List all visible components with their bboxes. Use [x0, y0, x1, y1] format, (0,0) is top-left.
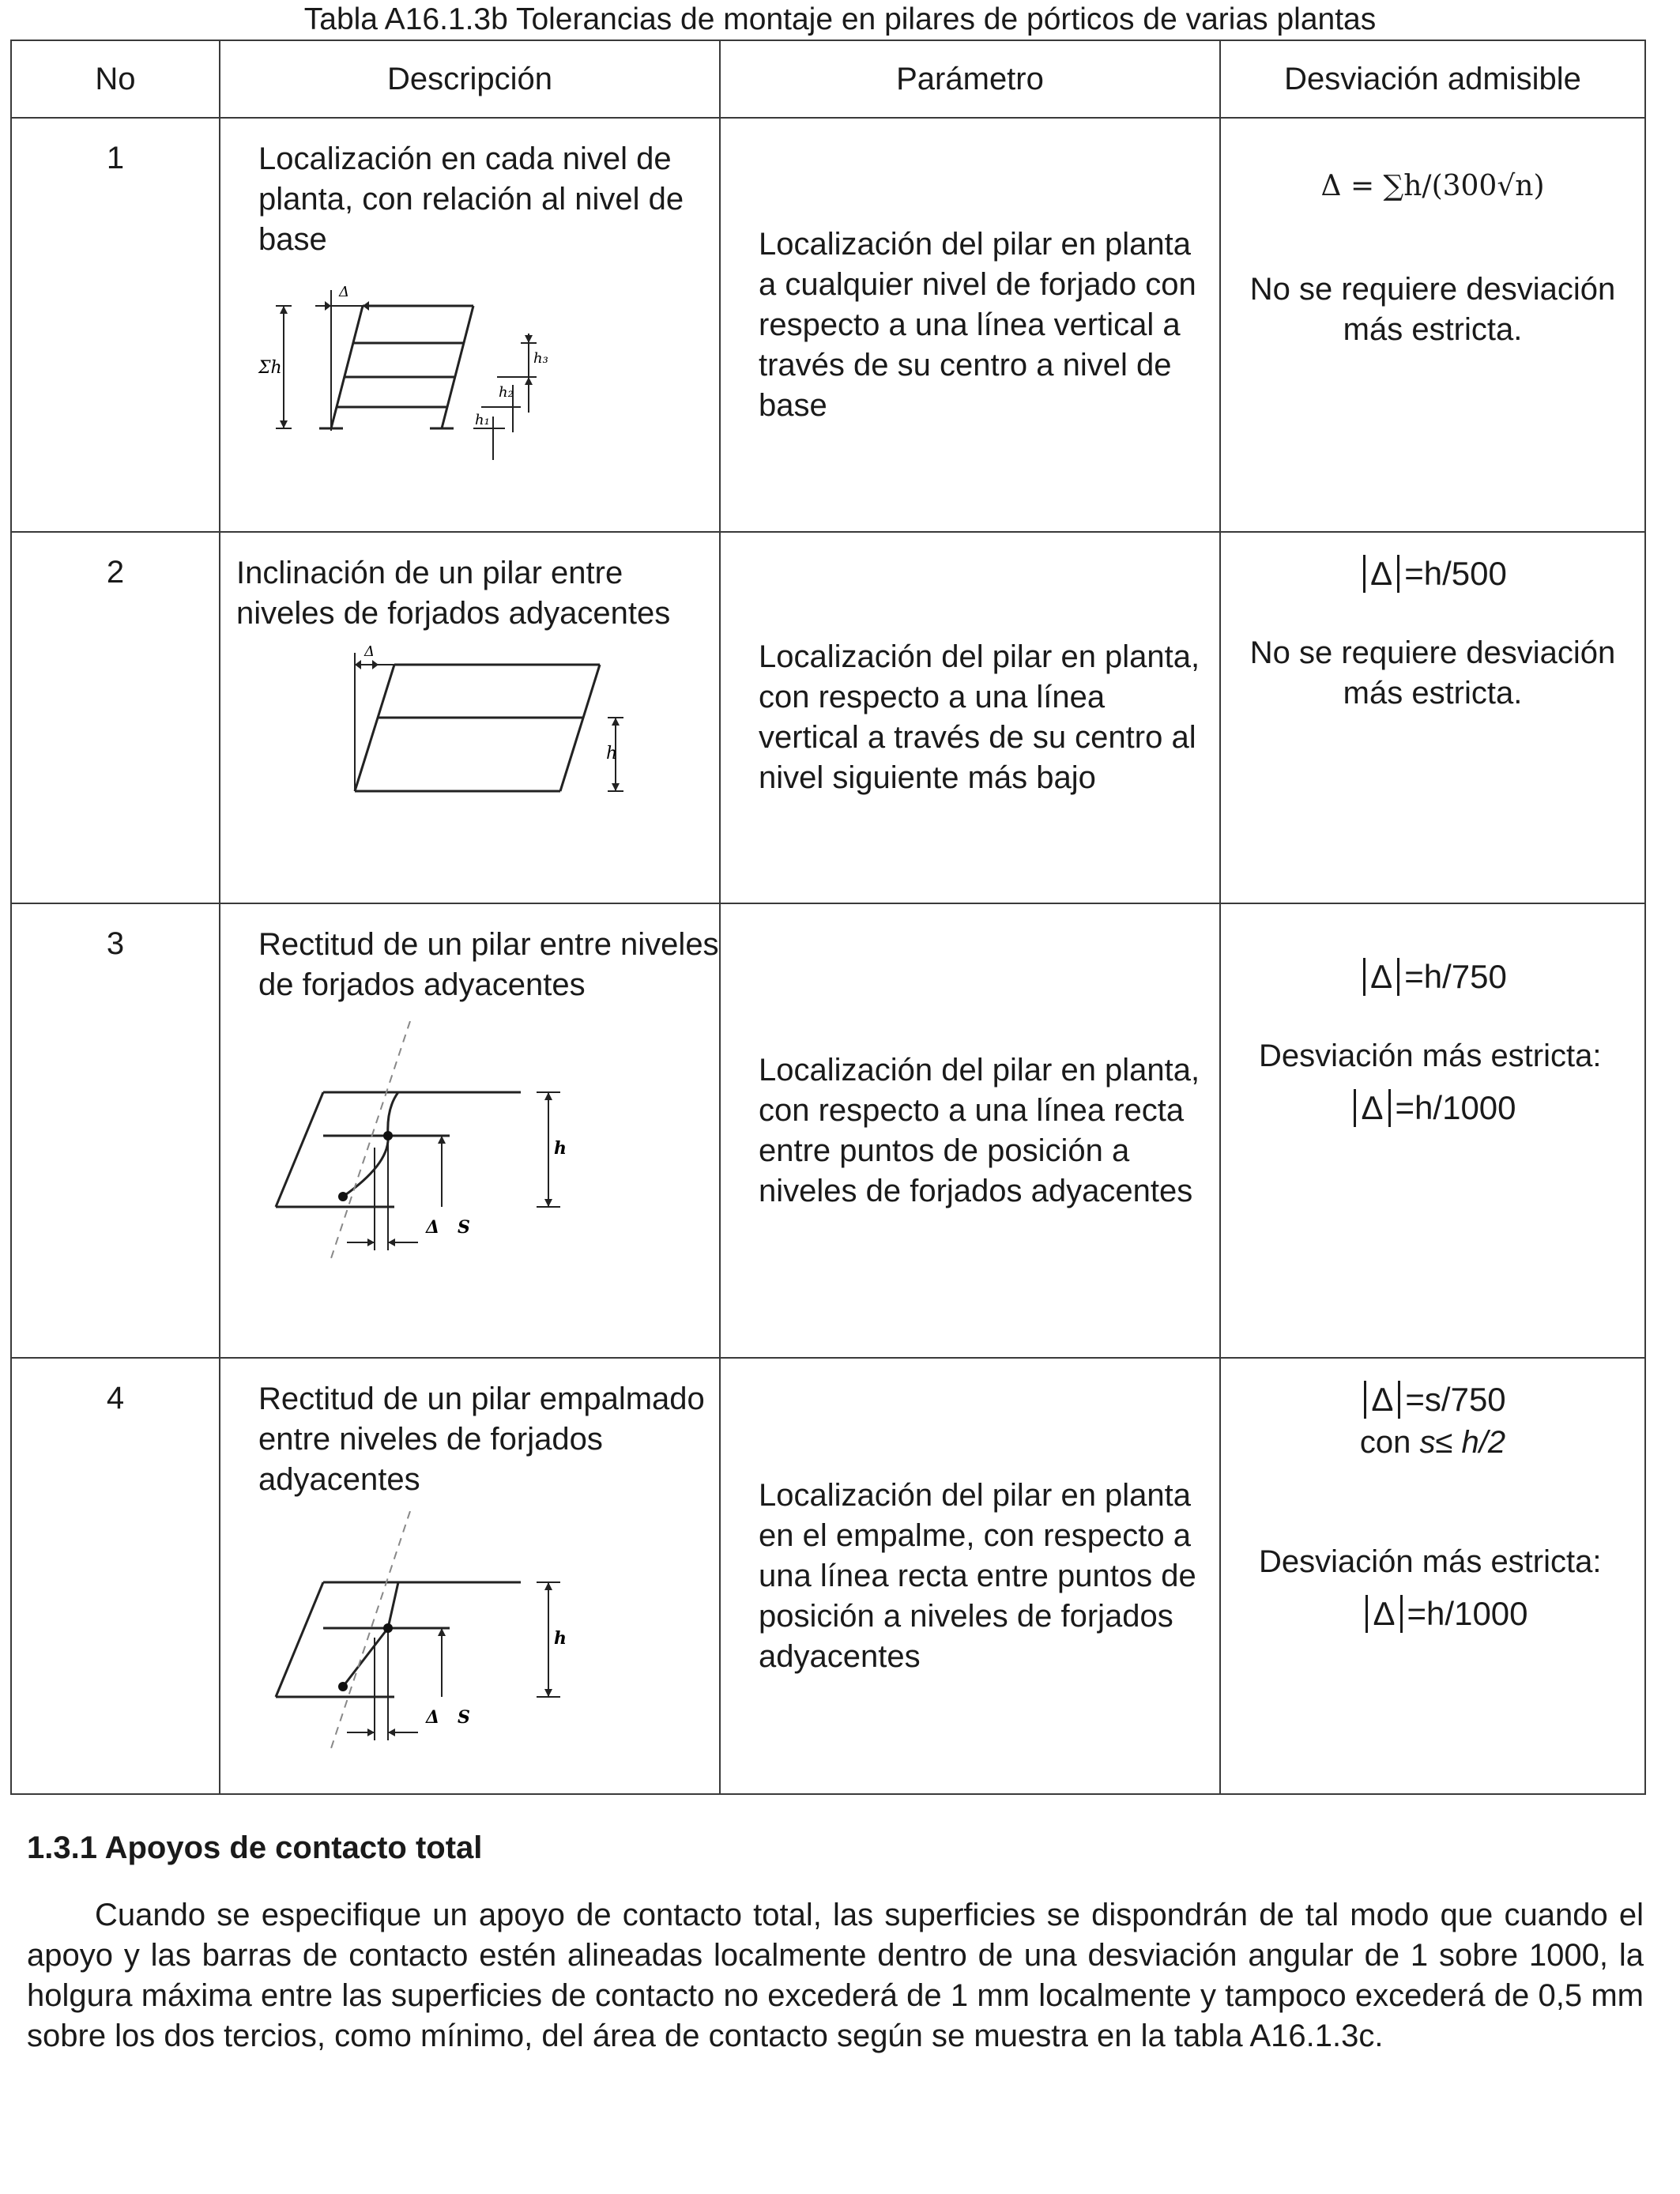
- deviation-condition: con s≤ h/2: [1359, 1425, 1506, 1460]
- row-number: 2: [11, 532, 220, 903]
- row-number: 3: [11, 903, 220, 1358]
- row-number: 4: [11, 1358, 220, 1794]
- header-no: No: [11, 40, 220, 118]
- parameter-cell: [720, 118, 1220, 532]
- deviation-formula: Δ =s/750: [1221, 1379, 1644, 1419]
- s-label: S: [458, 1217, 470, 1238]
- delta-label: Δ: [364, 645, 375, 660]
- delta-label: Δ: [339, 284, 349, 300]
- deviation-note: No se requiere desviación más estricta.: [1249, 635, 1616, 711]
- row-number: 1: [11, 118, 220, 532]
- deviation-cell: [1220, 532, 1645, 903]
- section-paragraph: Cuando se especifique un apoyo de contacto total, las superficies se dispondrán de tal modo que cuando el apoyo y las barras de contacto estén alineadas localmente dentro de una desviación angular de 1 sobre 1000, la holgura máxima entre las superficies de contacto no excederá de 1 mm localmente y tampoco excederá de 0,5 mm sobre los dos tercios, como mínimo, del área de contacto según se muestra en la tabla A16.1.3c.: [27, 1898, 1644, 2053]
- header-descripcion: Descripción: [220, 40, 720, 118]
- description-cell: [220, 532, 720, 903]
- h1-label: h₁: [475, 412, 490, 428]
- deviation-cell: [1220, 118, 1645, 532]
- header-desviacion: Desviación admisible: [1220, 40, 1645, 118]
- h-label: h: [554, 1138, 567, 1159]
- table-row: [11, 532, 1645, 903]
- s-label: S: [458, 1707, 470, 1728]
- header-parametro: Parámetro: [720, 40, 1220, 118]
- description-cell: [220, 903, 720, 1358]
- h2-label: h₂: [499, 384, 514, 401]
- strict-formula: Δ =h/1000: [1221, 1593, 1644, 1634]
- column-straightness-diagram: [252, 1021, 647, 1258]
- description-cell: [220, 118, 720, 532]
- storey-inclination-diagram: [252, 645, 647, 827]
- strict-label: Desviación más estricta:: [1259, 1544, 1602, 1579]
- table-caption: Tabla A16.1.3b Tolerancias de montaje en pilares de pórticos de varias plantas: [303, 2, 1377, 36]
- section-heading: 1.3.1 Apoyos de contacto total: [27, 1830, 483, 1865]
- delta-label: Δ: [426, 1217, 440, 1238]
- h-label: h: [554, 1628, 567, 1649]
- row-parameter: Localización del pilar en planta, con respecto a una línea recta entre puntos de posición a niveles de forjados adyacentes: [759, 1052, 1200, 1208]
- parameter-cell: [720, 1358, 1220, 1794]
- deviation-formula: Δ =h/500: [1221, 553, 1644, 594]
- delta-label: Δ: [426, 1707, 440, 1728]
- row-parameter: Localización del pilar en planta en el empalme, con respecto a una línea recta entre puntos de posición a niveles de forjados adyacentes: [759, 1477, 1196, 1674]
- h3-label: h₃: [533, 350, 548, 367]
- row-description: Rectitud de un pilar empalmado entre niveles de forjados adyacentes: [258, 1382, 705, 1497]
- deviation-formula: Δ = ∑h/(300√n): [1320, 170, 1545, 202]
- deviation-cell: [1220, 1358, 1645, 1794]
- strict-label: Desviación más estricta:: [1259, 1039, 1602, 1073]
- row-description: Inclinación de un pilar entre niveles de forjados adyacentes: [236, 556, 671, 631]
- multi-storey-frame-diagram: [252, 266, 647, 472]
- spliced-column-straightness-diagram: [252, 1511, 647, 1748]
- row-parameter: Localización del pilar en planta a cualquier nivel de forjado con respecto a una línea vertical a través de su centro a nivel de base: [759, 226, 1196, 423]
- deviation-cell: [1220, 903, 1645, 1358]
- sum-h-label: Σh: [258, 358, 282, 378]
- row-description: Localización en cada nivel de planta, con relación al nivel de base: [258, 141, 684, 257]
- table-row: [11, 118, 1645, 532]
- row-parameter: Localización del pilar en planta, con respecto a una línea vertical a través de su centro al nivel siguiente más bajo: [759, 639, 1200, 795]
- deviation-formula: Δ =h/750: [1221, 956, 1644, 997]
- table-row: [11, 903, 1645, 1358]
- parameter-cell: [720, 532, 1220, 903]
- deviation-note: No se requiere desviación más estricta.: [1249, 272, 1616, 347]
- table-row: [11, 1358, 1645, 1794]
- h-label: h: [606, 744, 618, 763]
- row-description: Rectitud de un pilar entre niveles de forjados adyacentes: [258, 927, 719, 1002]
- parameter-cell: [720, 903, 1220, 1358]
- description-cell: [220, 1358, 720, 1794]
- tolerance-table: [10, 40, 1646, 1795]
- strict-formula: Δ =h/1000: [1221, 1088, 1644, 1128]
- table-header-row: [11, 40, 1645, 118]
